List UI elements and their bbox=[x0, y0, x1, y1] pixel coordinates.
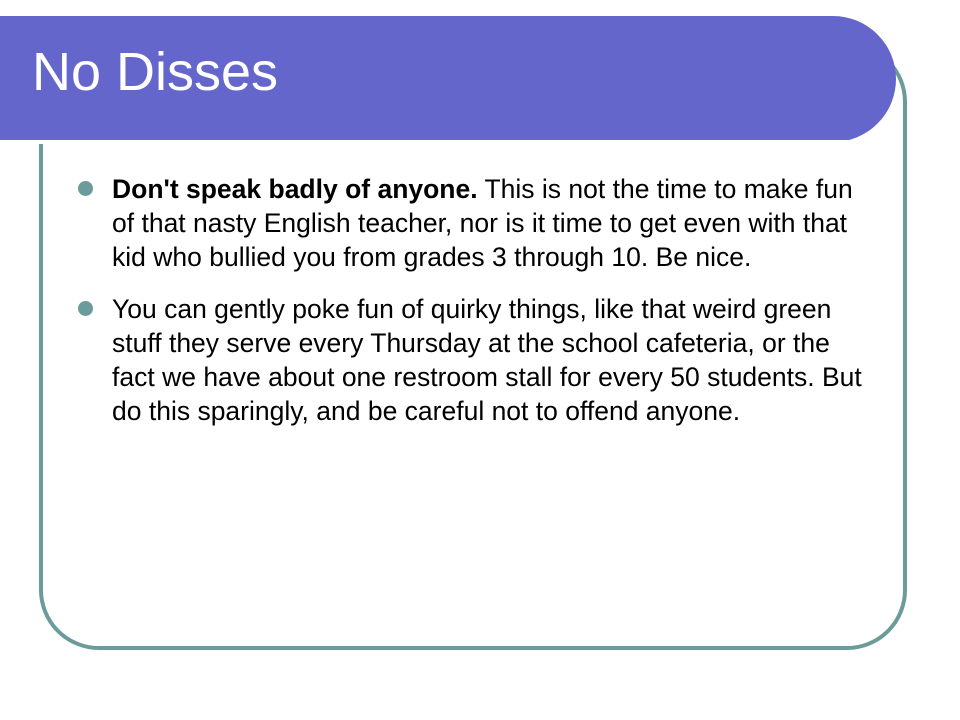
bullet-dot-icon bbox=[78, 181, 93, 196]
bullet-item bbox=[76, 172, 876, 274]
bullet-text: You can gently poke fun of quirky things, like that weird green stuff they serve every Thursday at the school cafeteria, or the fact we have about one restroom stall for every 50 students. But do this sparingly, and be careful not to offend anyone. bbox=[112, 294, 862, 426]
bullet-list bbox=[76, 172, 876, 446]
bullet-dot-icon bbox=[78, 301, 93, 316]
title-underline bbox=[0, 140, 848, 144]
bullet-bold-lead: Don't speak badly of anyone. bbox=[112, 174, 478, 204]
bullet-item bbox=[76, 292, 876, 428]
bullet-text: This is not the time to make fun of that nasty English teacher, nor is it time to get even with that kid who bullied you from grades 3 through 10. Be nice. bbox=[112, 174, 853, 272]
slide-title: No Disses bbox=[32, 42, 279, 102]
